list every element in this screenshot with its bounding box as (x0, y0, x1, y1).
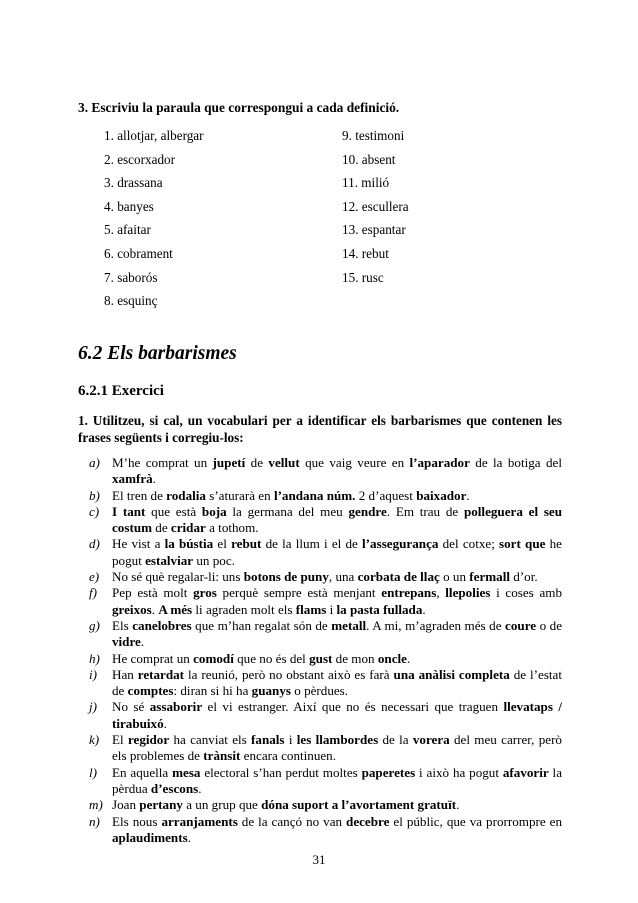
barbarism-term: boja (201, 503, 227, 519)
sentence-text: . (466, 487, 470, 503)
sentence-text: o de (536, 617, 563, 633)
sentence-text: , una (328, 569, 358, 585)
sentence-text: que està (145, 503, 202, 519)
sentence-text: i coses amb (490, 585, 563, 601)
word-item: 3. drassana (104, 175, 163, 191)
sentence-text: de (245, 455, 269, 470)
item-label: l) (89, 764, 97, 780)
sentence-text: El (112, 732, 128, 748)
barbarism-term: rebut (231, 536, 262, 552)
barbarism-term: rodalia (166, 487, 206, 503)
sentence-text: . (456, 797, 460, 813)
sentence-text: o pèrdues. (290, 683, 349, 699)
sentence-text: de la llum i el de (261, 536, 363, 552)
word-row (104, 222, 524, 246)
sentence-item (78, 732, 562, 765)
barbarism-term: les llambordes (296, 732, 379, 748)
barbarism-term: entrepans (381, 585, 437, 601)
sentence-text: a tothom. (205, 520, 259, 536)
sentence-item (78, 618, 562, 651)
barbarism-term: l’assegurança (362, 536, 439, 552)
word-row (104, 199, 524, 223)
barbarism-term: guanys (251, 683, 291, 699)
barbarism-term: I tant (112, 503, 146, 519)
sentence-text: M’he comprat un (112, 455, 213, 470)
sentence-text: i (326, 601, 337, 617)
sentence-text: la reunió, però no obstant això es farà (184, 666, 394, 682)
sentence-text: del cotxe; (438, 536, 500, 552)
item-label: n) (89, 813, 100, 829)
sentence-text: d’or. (510, 569, 538, 585)
barbarism-term: trànsit (203, 748, 241, 764)
sentence-text: Han (112, 666, 138, 682)
sentence-text: de (152, 520, 171, 536)
barbarism-term: gust (309, 650, 333, 666)
sentence-text: del meu carrer, però els problemes de (112, 732, 562, 764)
sentence-text: i això ha pogut (415, 764, 503, 780)
sentence-text: la germana del meu (226, 503, 349, 519)
sentence-text: He comprat un (112, 650, 194, 666)
sentence-text: Joan (112, 797, 140, 813)
sentence-text: el vi estranger. Així que no és necessari que traguen (202, 699, 504, 715)
sentence-text: No sé què regalar-li: uns (112, 569, 244, 585)
sentence-text: . (152, 471, 157, 487)
sentence-text: i (284, 732, 297, 748)
word-row (104, 152, 524, 176)
item-label: h) (89, 650, 100, 666)
barbarism-term: cridar (170, 520, 206, 536)
barbarism-term: flams (295, 601, 327, 617)
sentence-text: de la cançó no van (237, 813, 347, 829)
word-item: 11. milió (342, 175, 390, 191)
barbarism-term: una anàlisi completa (393, 666, 510, 682)
word-item: 10. absent (342, 151, 396, 167)
sentence-text: No sé (112, 699, 150, 715)
barbarism-term: gendre (348, 503, 387, 519)
sentence-text: En aquella (112, 764, 173, 780)
sentence-item (78, 585, 562, 618)
sentence-text: El tren de (112, 487, 167, 503)
item-label: m) (89, 797, 103, 813)
barbarism-term: greixos (112, 601, 152, 617)
barbarism-term: canelobres (132, 617, 192, 633)
barbarism-term: coure (505, 617, 537, 633)
sentence-item (78, 455, 562, 488)
sentence-item (78, 569, 562, 585)
section-title: 6.2 Els barbarismes (78, 343, 237, 364)
sentence-text: , (436, 585, 446, 601)
item-label: b) (89, 487, 100, 503)
sentence-text: ha canviat els (169, 732, 252, 748)
sentence-text: perquè sempre està menjant (216, 585, 382, 601)
sentence-text: de l’estat de (112, 666, 562, 699)
barbarism-term: polleguera el seu costum (112, 503, 563, 536)
word-list (104, 128, 524, 317)
sentence-text: . (422, 601, 426, 617)
barbarism-term: regidor (127, 732, 170, 748)
barbarism-term: botons de puny (243, 569, 329, 585)
sentence-item (78, 765, 562, 798)
sentence-list (78, 455, 562, 846)
barbarism-term: la pasta fullada (336, 601, 423, 617)
barbarism-term: paperetes (361, 764, 416, 780)
sentence-item (78, 814, 562, 847)
sentence-text: . (187, 829, 191, 845)
sentence-text: . Em trau de (386, 503, 464, 519)
sentence-text: electoral s’han perdut moltes (200, 764, 362, 780)
sentence-text: Els nous (112, 813, 162, 829)
word-item: 2. escorxador (104, 151, 176, 167)
word-row (104, 293, 524, 317)
sentence-text: que vaig veure en (299, 455, 410, 470)
barbarism-term: decebre (346, 813, 390, 829)
barbarism-term: corbata de llaç (357, 569, 440, 585)
item-label: d) (89, 536, 100, 552)
barbarism-term: arranjaments (161, 813, 238, 829)
barbarism-term: retardat (137, 666, 185, 682)
barbarism-term: A més (158, 601, 193, 617)
sentence-text: que no és del (233, 650, 310, 666)
barbarism-term: fermall (469, 569, 510, 585)
sentence-text: encara continuen. (240, 748, 336, 764)
word-item: 13. espantar (342, 222, 406, 238)
sentence-item (78, 699, 562, 732)
sentence-text: de la (378, 732, 413, 748)
word-row (104, 246, 524, 270)
barbarism-term: baixador (416, 487, 467, 503)
sentence-text: . (163, 715, 167, 731)
page-number: 31 (312, 852, 326, 867)
barbarism-term: estalviar (145, 552, 194, 568)
barbarism-term: comptes (127, 683, 174, 699)
barbarism-term: vidre (112, 634, 141, 650)
item-label: i) (89, 666, 97, 682)
sentence-item (78, 488, 562, 504)
sentence-text: . (198, 780, 202, 796)
sentence-text: Pep està molt (112, 585, 194, 601)
barbarism-term: d’escons (150, 780, 199, 796)
sentence-text: el públic, que va prorrompre en (389, 813, 562, 829)
sentence-item (78, 504, 562, 537)
barbarism-term: la bústia (164, 536, 214, 552)
barbarism-term: pertany (139, 797, 183, 813)
item-label: g) (89, 617, 100, 633)
sentence-text: li agraden molt els (192, 601, 296, 617)
barbarism-term: xamfrà (112, 471, 153, 487)
barbarism-term: vorera (412, 732, 450, 748)
barbarism-term: l’aparador (409, 455, 470, 470)
word-item: 5. afaitar (104, 222, 151, 238)
sentence-text: un poc. (193, 552, 235, 568)
word-row (104, 128, 524, 152)
sentence-text: el (213, 536, 232, 552)
sentence-item (78, 651, 562, 667)
barbarism-term: jupetí (212, 455, 246, 470)
sentence-text: la pèrdua (112, 764, 563, 796)
word-row (104, 270, 524, 294)
item-label: k) (89, 732, 100, 748)
sentence-text: . (406, 650, 411, 666)
barbarism-term: oncle (377, 650, 407, 666)
sentence-text: s’aturarà en (205, 487, 274, 503)
barbarism-term: gros (193, 585, 217, 601)
sentence-text: . (151, 601, 159, 617)
barbarism-term: assaborir (149, 699, 203, 715)
item-label: e) (89, 569, 100, 585)
sentence-item (78, 536, 562, 569)
barbarism-term: aplaudiments (112, 829, 188, 845)
barbarism-term: comodí (193, 650, 234, 666)
sentence-text: Els (112, 617, 133, 633)
word-item: 1. allotjar, albergar (104, 128, 204, 143)
barbarism-term: afavorir (502, 764, 549, 780)
item-label: a) (89, 455, 100, 470)
barbarism-term: metall (331, 617, 367, 633)
sentence-text: . (140, 634, 145, 650)
word-item: 6. cobrament (104, 245, 173, 261)
word-item: 14. rebut (342, 245, 389, 261)
sentence-text: he pogut (112, 536, 562, 568)
sentence-text: He vist a (112, 536, 165, 552)
barbarism-term: fanals (251, 732, 285, 748)
barbarism-term: llevataps / tirabuixó (112, 699, 562, 731)
barbarism-term: sort que (499, 536, 546, 552)
sentence-text: . A mi, m’agraden més de (366, 617, 506, 633)
barbarism-term: dóna suport a l’avortament gratuït (261, 797, 457, 813)
barbarism-term: llepolies (445, 585, 491, 601)
word-item: 15. rusc (342, 269, 384, 285)
sentence-text: que m’han regalat són de (191, 617, 332, 633)
sentence-item (78, 797, 562, 813)
sentence-text: a un grup que (182, 797, 262, 813)
word-item: 4. banyes (104, 198, 154, 214)
subsection-title: 6.2.1 Exercici (78, 383, 164, 399)
exercise-3-heading: 3. Escriviu la paraula que correspongui a cada definició. (78, 100, 400, 115)
word-item: 9. testimoni (342, 128, 405, 143)
item-label: c) (89, 503, 100, 519)
item-label: j) (89, 699, 97, 715)
word-row (104, 175, 524, 199)
barbarism-term: l’andana núm. (273, 487, 356, 503)
word-item: 8. esquinç (104, 293, 158, 309)
sentence-text: o un (439, 569, 470, 585)
word-item: 7. saborós (104, 269, 158, 285)
sentence-text: de la botiga del (469, 455, 562, 470)
sentence-text: 2 d’aquest (355, 487, 417, 503)
sentence-text: : diran si hi ha (173, 683, 252, 699)
sentence-text: de mon (332, 650, 378, 666)
exercise-instruction: 1. Utilitzeu, si cal, un vocabulari per a identificar els barbarismes que contenen les frases següents i corregiu-los: (78, 413, 562, 446)
sentence-item (78, 667, 562, 700)
item-label: f) (89, 585, 97, 601)
barbarism-term: vellut (268, 455, 300, 470)
barbarism-term: mesa (172, 764, 201, 780)
word-item: 12. escullera (342, 198, 409, 214)
